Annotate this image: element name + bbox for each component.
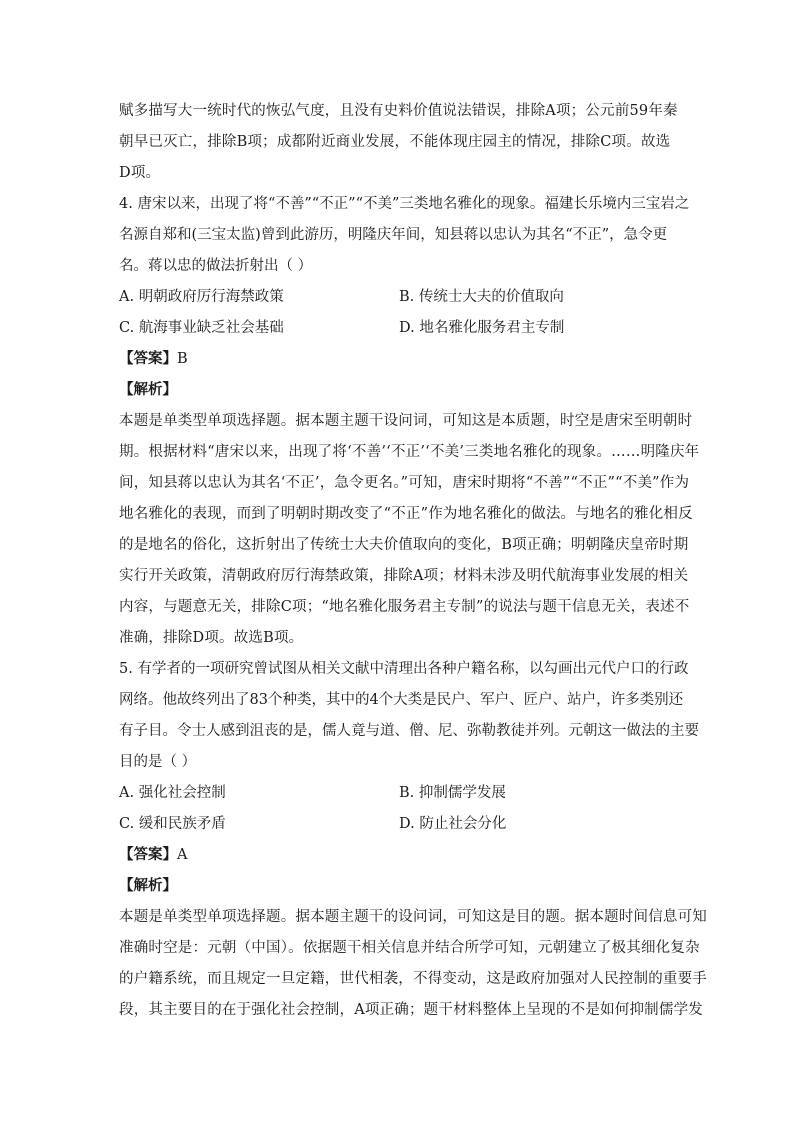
answer-label: 【答案】 — [119, 847, 177, 863]
options-row — [119, 809, 679, 840]
text-line: 间，知县蒋以忠认为其名‘不正’，急令更名。”可知，唐宋时期将“不善”“不正”“不美”作为 — [119, 475, 690, 491]
answer-label: 【答案】 — [119, 351, 177, 367]
question-5 — [119, 654, 707, 1026]
question-stem-line: 名。蒋以忠的做法折射出（ ） — [119, 258, 313, 274]
text-line: D项。 — [119, 165, 161, 181]
text-line: 期。根据材料“唐宋以来，出现了将‘不善’‘不正’‘不美’三类地名雅化的现象。……明隆庆年 — [119, 444, 700, 460]
question-stem-line: 名源自郑和(三宝太监)曾到此游历，明隆庆年间，知县蒋以忠认为其名“不正”，急令更 — [119, 227, 668, 243]
question-stem-line: 5. 有学者的一项研究曾试图从相关文献中清理出各种户籍名称，以勾画出元代户口的行政 — [119, 661, 689, 677]
question-4 — [119, 189, 700, 654]
text-line: 实行开关政策，清朝政府厉行海禁政策，排除A项；材料未涉及明代航海事业发展的相关 — [119, 568, 689, 584]
text-line: 朝早已灭亡，排除B项；成都附近商业发展，不能体现庄园主的情况，排除C项。故选 — [119, 134, 671, 150]
question-stem-line: 网络。他故终列出了83个种类，其中的4个大类是民户、军户、匠户、站户，许多类别还 — [119, 692, 684, 708]
answer-line — [119, 840, 679, 871]
options-row — [119, 313, 679, 344]
option-c: C. 缓和民族矛盾 — [119, 816, 226, 832]
text-line: 段，其主要目的在于强化社会控制，A项正确；题干材料整体上呈现的不是如何抑制儒学发 — [119, 1002, 703, 1018]
option-d: D. 地名雅化服务君主专制 — [399, 320, 565, 336]
answer-line — [119, 344, 679, 375]
analysis-text — [119, 406, 700, 654]
answer-value: A — [177, 847, 188, 863]
text-line: 的是地名的俗化，这折射出了传统士大夫价值取向的变化，B项正确；明朝隆庆皇帝时期 — [119, 537, 689, 553]
answer-value: B — [177, 351, 188, 367]
analysis-text — [119, 902, 707, 1026]
text-line: 的户籍系统，而且规定一旦定籍，世代相袭，不得变动，这是政府加强对人民控制的重要手 — [119, 971, 707, 987]
option-b: B. 抑制儒学发展 — [399, 785, 506, 801]
text-line: 赋多描写大一统时代的恢弘气度，且没有史料价值说法错误，排除A项；公元前59年秦 — [119, 103, 678, 119]
text-line: 地名雅化的表现，而到了明朝时期改变了“不正”作为地名雅化的做法。与地名的雅化相反 — [119, 506, 693, 522]
previous-analysis-continuation — [119, 96, 679, 189]
question-stem-line: 4. 唐宋以来，出现了将“不善”“不正”“不美”三类地名雅化的现象。福建长乐境内三宝岩之 — [119, 196, 690, 212]
text-line: 内容，与题意无关，排除C项；“地名雅化服务君主专制”的说法与题干信息无关，表述不 — [119, 599, 690, 615]
text-line: 本题是单类型单项选择题。据本题主题干的设问词，可知这是目的题。据本题时间信息可知 — [119, 909, 707, 925]
option-d: D. 防止社会分化 — [399, 816, 507, 832]
options-row — [119, 778, 679, 809]
option-c: C. 航海事业缺乏社会基础 — [119, 320, 284, 336]
document-content — [119, 96, 707, 1026]
option-a: A. 强化社会控制 — [119, 785, 226, 801]
analysis-label: 【解析】 — [119, 382, 177, 398]
options-row — [119, 282, 679, 313]
question-stem-line: 有子目。令士人感到沮丧的是，儒人竟与道、僧、尼、弥勒教徒并列。元朝这一做法的主要 — [119, 723, 699, 739]
option-b: B. 传统士大夫的价值取向 — [399, 289, 564, 305]
analysis-label: 【解析】 — [119, 878, 177, 894]
option-a: A. 明朝政府厉行海禁政策 — [119, 289, 284, 305]
text-line: 本题是单类型单项选择题。据本题主题干设问词，可知这是本质题，时空是唐宋至明朝时 — [119, 413, 693, 429]
text-line: 准确时空是：元朝（中国）。依据题干相关信息并结合所学可知，元朝建立了极其细化复杂 — [119, 940, 700, 956]
text-line: 准确，排除D项。故选B项。 — [119, 630, 304, 646]
question-stem-line: 目的是（ ） — [119, 754, 197, 770]
